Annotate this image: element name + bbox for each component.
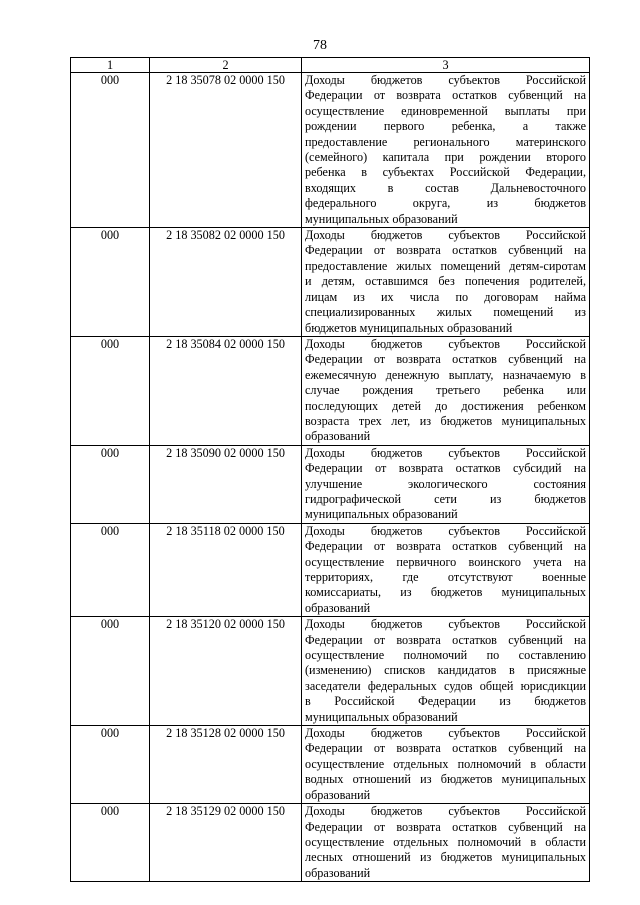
- description-line: комиссариаты, из бюджетов муниципальных: [305, 585, 586, 600]
- description-line: (семейного) капитала при рождении второго: [305, 150, 586, 165]
- admin-code-cell: 000: [71, 336, 150, 445]
- table-header-row: [71, 58, 590, 73]
- description-line: специализированных жилых помещений из: [305, 305, 586, 320]
- description-line: лесных отношений из бюджетов муниципальных: [305, 850, 586, 865]
- table-row: [71, 445, 590, 523]
- description-line: федерального округа, из бюджетов: [305, 196, 586, 211]
- description-line: предоставление жилых помещений детям-сиротам: [305, 258, 586, 273]
- description-line: водных отношений из бюджетов муниципальных: [305, 772, 586, 787]
- kbk-code-cell: 2 18 35120 02 0000 150: [150, 617, 302, 726]
- description-line: гидрографической сети из бюджетов: [305, 491, 586, 506]
- table-row: [71, 804, 590, 882]
- description-cell: [302, 617, 590, 726]
- description-line: ребенка в субъектах Российской Федерации,: [305, 165, 586, 180]
- kbk-code-cell: 2 18 35084 02 0000 150: [150, 336, 302, 445]
- description-cell: [302, 804, 590, 882]
- description-line: образований: [305, 429, 371, 444]
- description-cell: [302, 228, 590, 337]
- table-row: [71, 228, 590, 337]
- description-line: Доходы бюджетов субъектов Российской: [305, 228, 586, 243]
- description-line: случае рождения третьего ребенка или: [305, 383, 586, 398]
- description-cell: [302, 445, 590, 523]
- description-line: возраста трех лет, из бюджетов муниципальных: [305, 413, 586, 428]
- description-line: осуществление единовременной выплаты при: [305, 103, 586, 118]
- description-line: Доходы бюджетов субъектов Российской: [305, 726, 586, 741]
- description-line: муниципальных образований: [305, 709, 458, 724]
- table-body: [71, 58, 590, 882]
- description-line: последующих детей до достижения ребенком: [305, 398, 586, 413]
- description-cell: [302, 73, 590, 228]
- description-line: Федерации от возврата остатков субвенций на: [305, 539, 586, 554]
- description-cell: [302, 726, 590, 804]
- revenue-codes-table: [70, 57, 590, 882]
- table-row: [71, 617, 590, 726]
- kbk-code-cell: 2 18 35118 02 0000 150: [150, 523, 302, 616]
- description-cell: [302, 336, 590, 445]
- kbk-code-cell: 2 18 35078 02 0000 150: [150, 73, 302, 228]
- header-col-3: 3: [302, 58, 590, 73]
- description-line: Федерации от возврата остатков субвенций на: [305, 88, 586, 103]
- description-line: образований: [305, 600, 371, 615]
- table-row: [71, 726, 590, 804]
- description-cell: [302, 523, 590, 616]
- description-line: заседатели федеральных судов общей юрисдикции: [305, 678, 586, 693]
- description-line: Федерации от возврата остатков субвенций на: [305, 741, 586, 756]
- kbk-code-cell: 2 18 35129 02 0000 150: [150, 804, 302, 882]
- description-line: и детям, оставшимся без попечения родителей,: [305, 274, 586, 289]
- description-line: (изменению) списков кандидатов в присяжные: [305, 663, 586, 678]
- description-line: ежемесячную денежную выплату, назначаемую в: [305, 367, 586, 382]
- description-line: Доходы бюджетов субъектов Российской: [305, 523, 586, 538]
- description-line: образований: [305, 865, 371, 880]
- description-line: рождении первого ребенка, а также: [305, 119, 586, 134]
- description-line: территориях, где отсутствуют военные: [305, 570, 586, 584]
- description-line: в Российской Федерации из бюджетов: [305, 694, 586, 709]
- description-line: Доходы бюджетов субъектов Российской: [305, 73, 586, 87]
- description-line: бюджетов муниципальных образований: [305, 320, 513, 335]
- description-line: Федерации от возврата остатков субвенций на: [305, 632, 586, 647]
- description-line: Доходы бюджетов субъектов Российской: [305, 445, 586, 460]
- description-line: осуществление полномочий по составлению: [305, 648, 586, 663]
- admin-code-cell: 000: [71, 73, 150, 228]
- description-line: улучшение экологического состояния: [305, 476, 586, 491]
- page-number: 78: [313, 38, 327, 53]
- table-row: [71, 523, 590, 616]
- description-line: Доходы бюджетов субъектов Российской: [305, 617, 586, 632]
- description-line: Доходы бюджетов субъектов Российской: [305, 804, 586, 819]
- description-line: образований: [305, 787, 371, 802]
- description-line: Федерации от возврата остатков субвенций на: [305, 352, 586, 367]
- admin-code-cell: 000: [71, 617, 150, 726]
- kbk-code-cell: 2 18 35128 02 0000 150: [150, 726, 302, 804]
- admin-code-cell: 000: [71, 228, 150, 337]
- description-line: входящих в состав Дальневосточного: [305, 180, 586, 195]
- description-line: Федерации от возврата остатков субсидий на: [305, 461, 586, 476]
- description-line: осуществление первичного воинского учета на: [305, 554, 586, 569]
- table-row: [71, 336, 590, 445]
- description-line: предоставление регионального материнского: [305, 134, 586, 149]
- description-line: Федерации от возврата остатков субвенций на: [305, 243, 586, 258]
- description-line: осуществление отдельных полномочий в области: [305, 756, 586, 771]
- admin-code-cell: 000: [71, 726, 150, 804]
- description-line: лицам из их числа по договорам найма: [305, 289, 586, 304]
- kbk-code-cell: 2 18 35082 02 0000 150: [150, 228, 302, 337]
- admin-code-cell: 000: [71, 523, 150, 616]
- header-col-2: 2: [150, 58, 302, 73]
- kbk-code-cell: 2 18 35090 02 0000 150: [150, 445, 302, 523]
- description-line: осуществление отдельных полномочий в области: [305, 834, 586, 849]
- admin-code-cell: 000: [71, 804, 150, 882]
- admin-code-cell: 000: [71, 445, 150, 523]
- header-col-1: 1: [71, 58, 150, 73]
- description-line: Доходы бюджетов субъектов Российской: [305, 336, 586, 351]
- description-line: Федерации от возврата остатков субвенций на: [305, 819, 586, 834]
- description-line: муниципальных образований: [305, 211, 458, 226]
- description-line: муниципальных образований: [305, 507, 458, 522]
- table-row: [71, 73, 590, 228]
